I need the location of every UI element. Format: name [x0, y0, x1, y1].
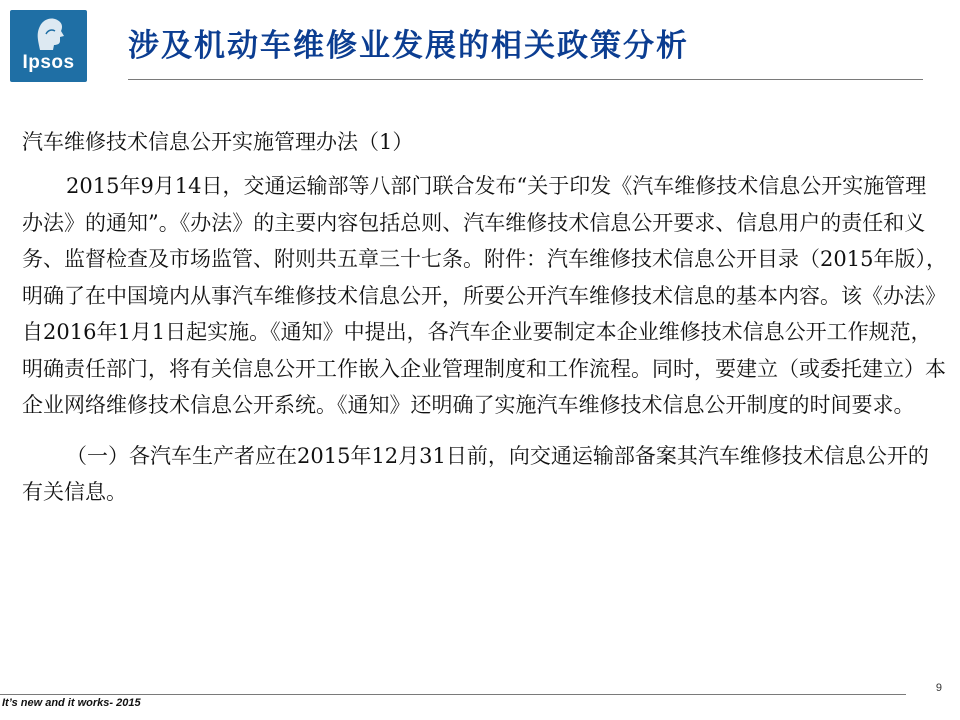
title-divider	[128, 79, 923, 80]
logo-text: Ipsos	[22, 52, 75, 73]
face-profile-icon	[32, 14, 66, 50]
page-title: 涉及机动车维修业发展的相关政策分析	[128, 28, 689, 64]
body-paragraph-1: 2015年9月14日，交通运输部等八部门联合发布“关于印发《汽车维修技术信息公开实施管理办法》的通知”。《办法》的主要内容包括总则、汽车维修技术信息公开要求、信息用户的责任和义务、监督检查及市场监管、附则共五章三十七条。附件：汽车维修技术信息公开目录（2015年版），明确了在中国境内从事汽车维修技术信息公开，所要公开汽车维修技术信息的基本内容。该《办法》自2016年1月1日起实施。《通知》中提出，各汽车企业要制定本企业维修技术信息公开工作规范，明确责任部门，将有关信息公开工作嵌入企业管理制度和工作流程。同时，要建立（或委托建立）本企业网络维修技术信息公开系统。《通知》还明确了实施汽车维修技术信息公开制度的时间要求。	[22, 174, 947, 417]
slide-content	[22, 122, 947, 511]
page-number: 9	[935, 682, 942, 694]
section-subtitle: 汽车维修技术信息公开实施管理办法（1）	[22, 130, 414, 154]
ipsos-logo	[10, 10, 87, 82]
footer-tagline: It’s new and it works- 2015	[2, 697, 141, 709]
footer-divider	[0, 694, 906, 695]
body-paragraph-2: （一）各汽车生产者应在2015年12月31日前，向交通运输部备案其汽车维修技术信息公开的有关信息。	[22, 443, 929, 504]
